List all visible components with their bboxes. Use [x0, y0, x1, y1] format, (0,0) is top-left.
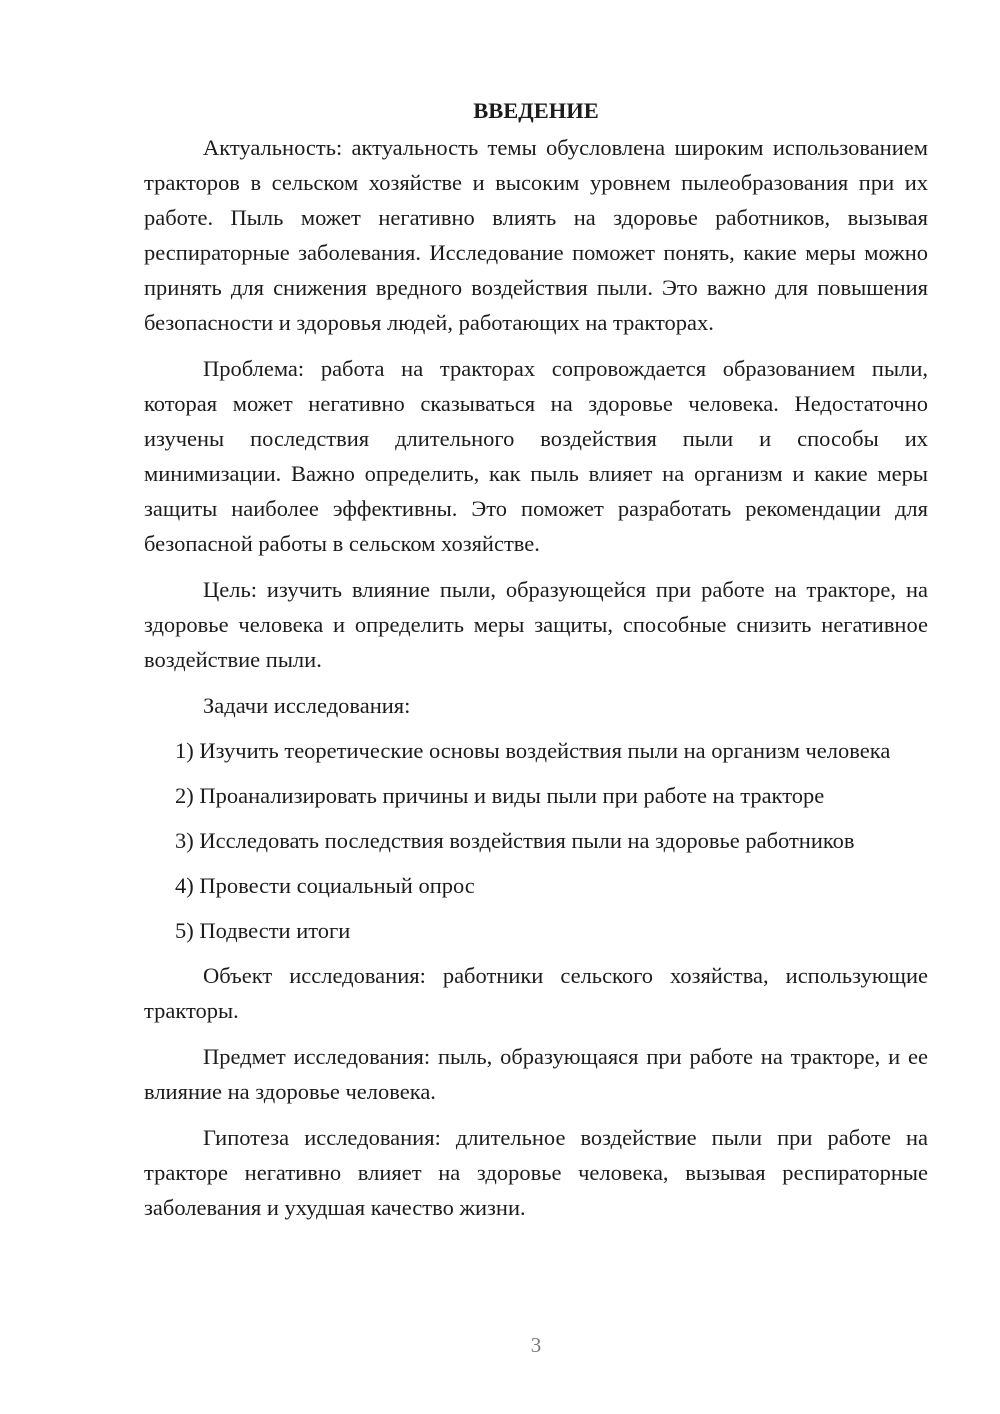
paragraph-relevance: Актуальность: актуальность темы обусловлена широким использованием тракторов в сельском хозяйстве и высоким уровнем пылеобразования при их работе. Пыль может негативно влиять на здоровье работников, вызывая респираторные заболевания. Исследование поможет понять, какие меры можно принять для снижения вредного воздействия пыли. Это важно для повышения безопасности и здоровья людей, работающих на тракторах.: [144, 135, 928, 335]
paragraph-goal: Цель: изучить влияние пыли, образующейся при работе на тракторе, на здоровье человека и определить меры защиты, способные снизить негативное воздействие пыли.: [144, 577, 928, 672]
page-number: 3: [530, 1333, 542, 1357]
list-item: 4) Провести социальный опрос: [175, 873, 475, 898]
paragraph-subject: Предмет исследования: пыль, образующаяся при работе на тракторе, и ее влияние на здоровье человека.: [144, 1044, 928, 1104]
paragraph-hypothesis: Гипотеза исследования: длительное воздействие пыли при работе на тракторе негативно влияет на здоровье человека, вызывая респираторные заболевания и ухудшая качество жизни.: [144, 1125, 928, 1220]
list-item: 2) Проанализировать причины и виды пыли при работе на тракторе: [175, 783, 825, 808]
paragraph-problem: Проблема: работа на тракторах сопровождается образованием пыли, которая может негативно сказываться на здоровье человека. Недостаточно изучены последствия длительного воздействия пыли и способы их минимизации. Важно определить, как пыль влияет на организм и какие меры защиты наиболее эффективны. Это поможет разработать рекомендации для безопасной работы в сельском хозяйстве.: [144, 356, 928, 556]
list-item: 1) Изучить теоретические основы воздействия пыли на организм человека: [175, 738, 891, 763]
list-item: 5) Подвести итоги: [175, 918, 351, 943]
document-body: [144, 93, 928, 1236]
page-title: ВВЕДЕНИЕ: [473, 98, 599, 123]
tasks-heading: Задачи исследования:: [203, 693, 411, 718]
paragraph-object: Объект исследования: работники сельского хозяйства, использующие тракторы.: [144, 963, 928, 1023]
list-item: 3) Исследовать последствия воздействия пыли на здоровье работников: [175, 828, 855, 853]
tasks-list: [144, 733, 928, 948]
